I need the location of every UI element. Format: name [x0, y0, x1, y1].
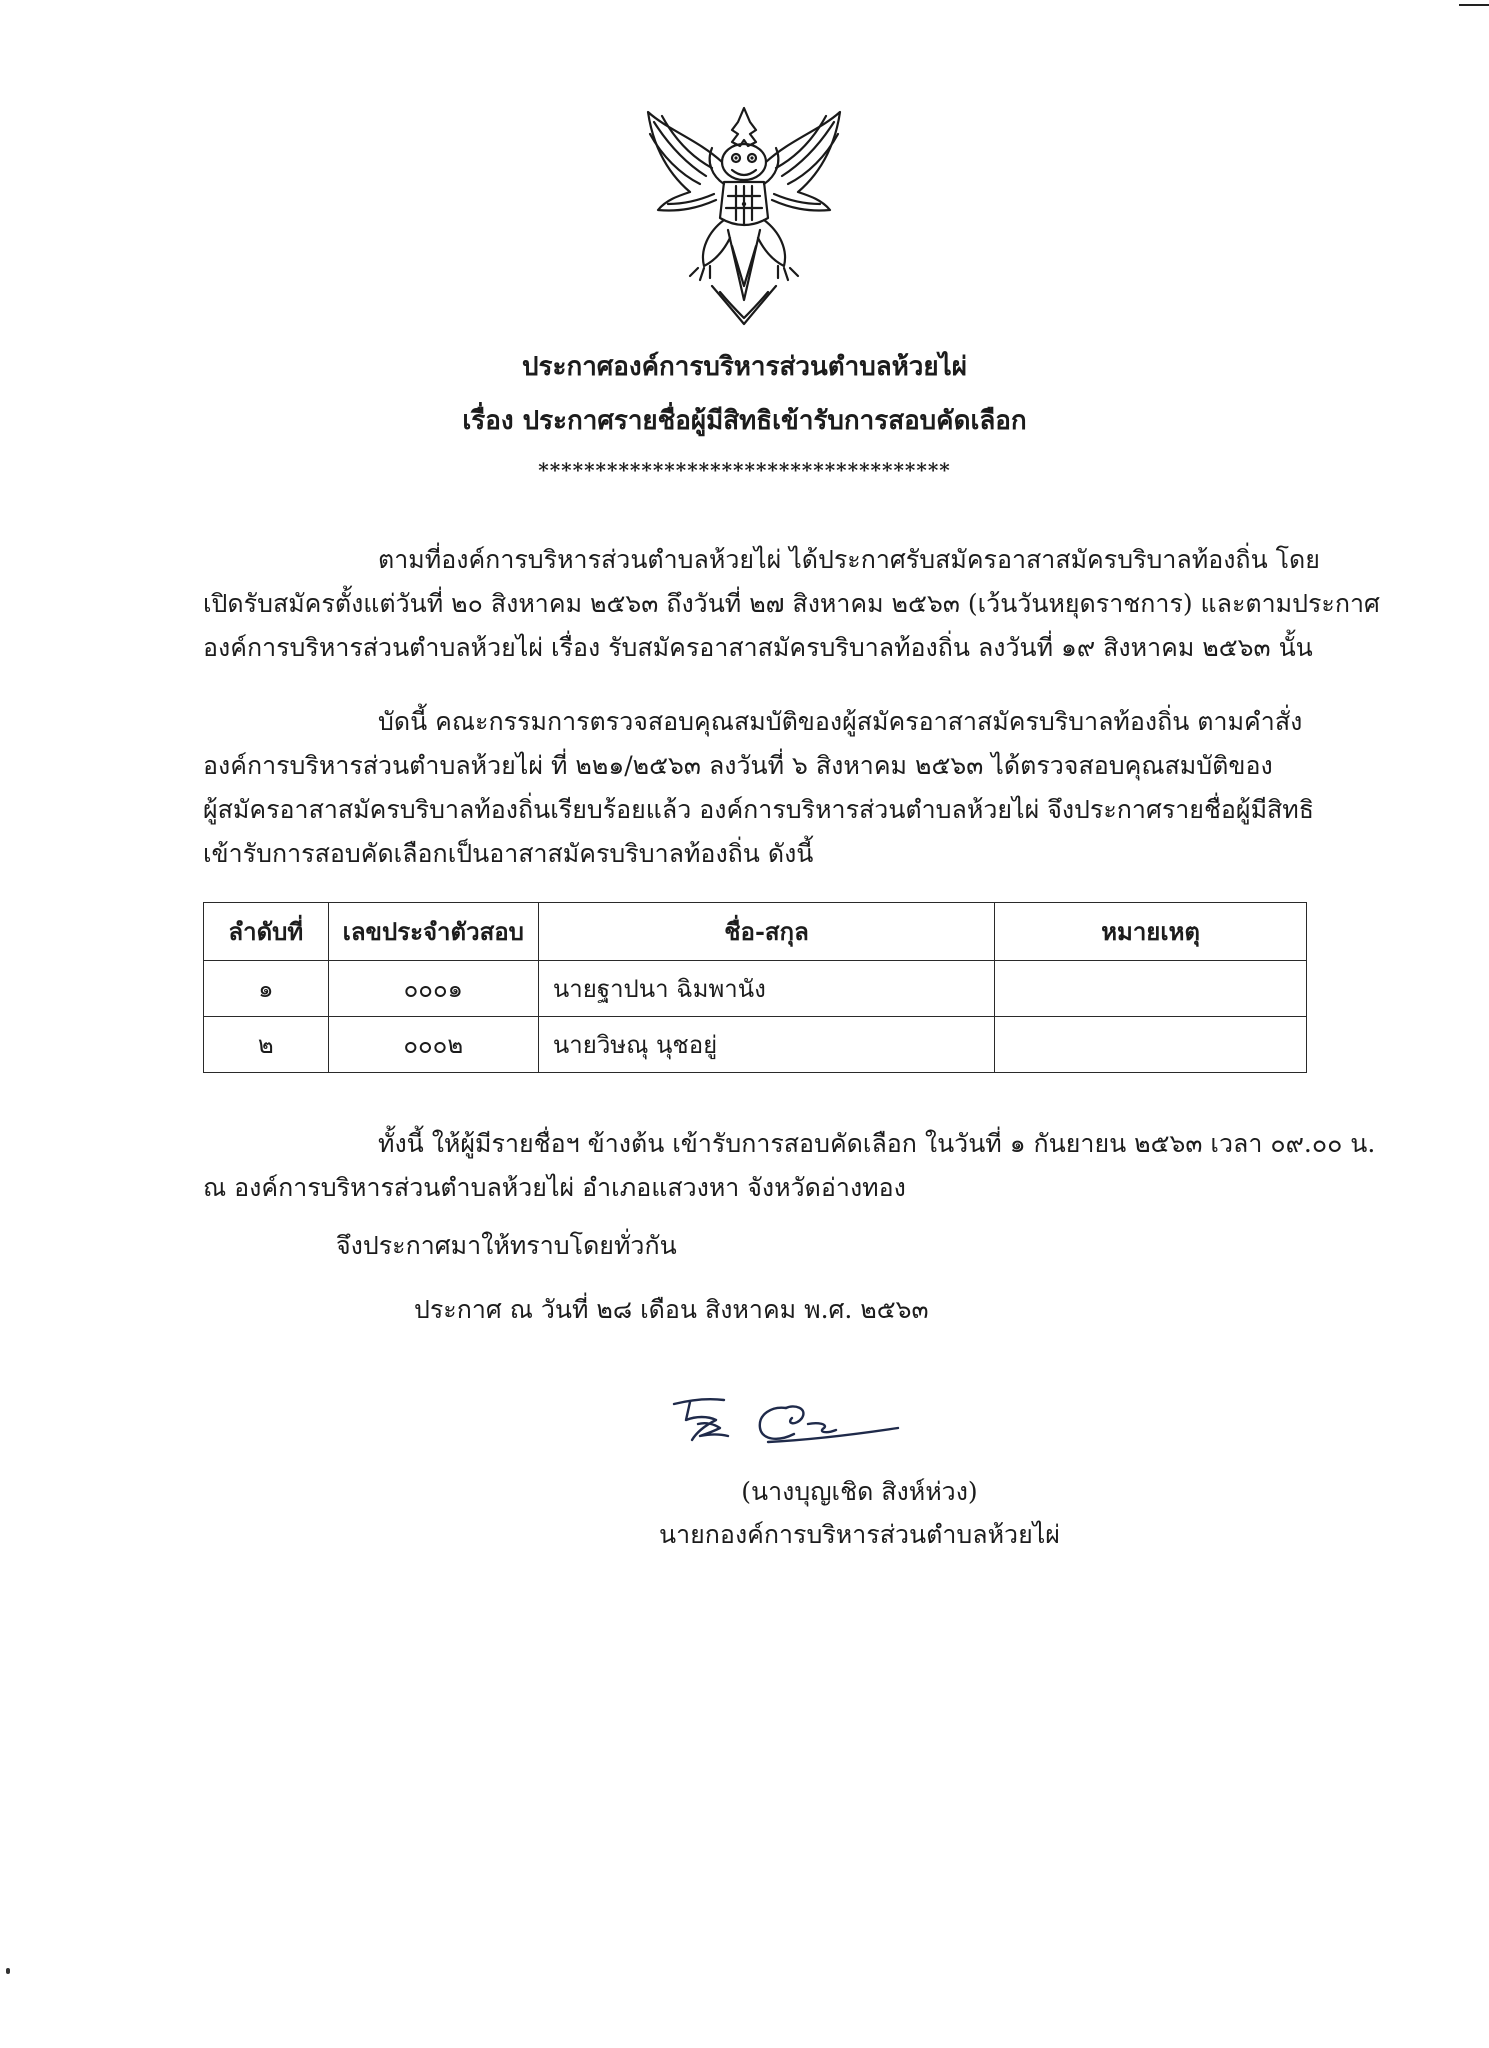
cell-fullname: นายวิษณุ นุชอยู่ — [538, 1017, 994, 1073]
handwritten-signature — [668, 1390, 902, 1460]
col-header-remark: หมายเหตุ — [995, 903, 1307, 961]
garuda-emblem-icon — [628, 100, 860, 332]
signer-position: นายกองค์การบริหารส่วนตำบลห้วยไผ่ — [659, 1520, 1060, 1549]
cell-order: ๑ — [204, 961, 329, 1017]
scan-edge-mark — [1459, 4, 1489, 6]
paragraph-background — [203, 538, 1380, 670]
paragraph-exam-schedule — [203, 1122, 1376, 1210]
paragraph-line: ณ องค์การบริหารส่วนตำบลห้วยไผ่ อำเภอแสวงหา จังหวัดอ่างทอง — [203, 1173, 906, 1202]
scan-speck — [6, 1968, 10, 1974]
paragraph-committee — [203, 700, 1315, 876]
cell-fullname: นายฐาปนา ฉิมพานัง — [538, 961, 994, 1017]
announcement-date: ประกาศ ณ วันที่ ๒๘ เดือน สิงหาคม พ.ศ. ๒๕๖๓ — [414, 1295, 929, 1324]
cell-remark — [995, 961, 1307, 1017]
table-row — [204, 961, 1307, 1017]
announcement-subject: เรื่อง ประกาศรายชื่อผู้มีสิทธิเข้ารับการสอบคัดเลือก — [462, 406, 1027, 436]
col-header-exam-id: เลขประจำตัวสอบ — [328, 903, 538, 961]
paragraph-line: เปิดรับสมัครตั้งแต่วันที่ ๒๐ สิงหาคม ๒๕๖๓ ถึงวันที่ ๒๗ สิงหาคม ๒๕๖๓ (เว้นวันหยุดราชการ) และตามประกาศ — [203, 589, 1380, 618]
paragraph-line: ผู้สมัครอาสาสมัครบริบาลท้องถิ่นเรียบร้อยแล้ว องค์การบริหารส่วนตำบลห้วยไผ่ จึงประกาศรายชื่อผู้มีสิทธิ — [203, 795, 1315, 824]
paragraph-line: บัดนี้ คณะกรรมการตรวจสอบคุณสมบัติของผู้สมัครอาสาสมัครบริบาลท้องถิ่น ตามคำสั่ง — [378, 707, 1303, 736]
cell-exam-id: ๐๐๐๑ — [328, 961, 538, 1017]
col-header-fullname: ชื่อ-สกุล — [538, 903, 994, 961]
announcement-heading: ประกาศองค์การบริหารส่วนตำบลห้วยไผ่ — [522, 352, 967, 382]
asterisk-divider: ************************************ — [538, 458, 951, 482]
signer-name: (นางบุญเชิด สิงห์ห่วง) — [741, 1477, 978, 1506]
paragraph-line: องค์การบริหารส่วนตำบลห้วยไผ่ เรื่อง รับสมัครอาสาสมัครบริบาลท้องถิ่น ลงวันที่ ๑๙ สิงหาคม ๒๕๖๓ นั้น — [203, 633, 1313, 662]
paragraph-line: องค์การบริหารส่วนตำบลห้วยไผ่ ที่ ๒๒๑/๒๕๖๓ ลงวันที่ ๖ สิงหาคม ๒๕๖๓ ได้ตรวจสอบคุณสมบัติของ — [203, 751, 1273, 780]
table-header-row — [204, 903, 1307, 961]
candidate-table — [203, 902, 1307, 1073]
cell-exam-id: ๐๐๐๒ — [328, 1017, 538, 1073]
paragraph-line: เข้ารับการสอบคัดเลือกเป็นอาสาสมัครบริบาลท้องถิ่น ดังนี้ — [203, 839, 814, 868]
paragraph-line: ทั้งนี้ ให้ผู้มีรายชื่อฯ ข้างต้น เข้ารับการสอบคัดเลือก ในวันที่ ๑ กันยายน ๒๕๖๓ เวลา ๐๙.๐๐ น. — [378, 1129, 1376, 1158]
closing-statement: จึงประกาศมาให้ทราบโดยทั่วกัน — [336, 1231, 677, 1260]
table-row — [204, 1017, 1307, 1073]
col-header-order: ลำดับที่ — [204, 903, 329, 961]
paragraph-line: ตามที่องค์การบริหารส่วนตำบลห้วยไผ่ ได้ประกาศรับสมัครอาสาสมัครบริบาลท้องถิ่น โดย — [378, 545, 1320, 574]
cell-remark — [995, 1017, 1307, 1073]
cell-order: ๒ — [204, 1017, 329, 1073]
